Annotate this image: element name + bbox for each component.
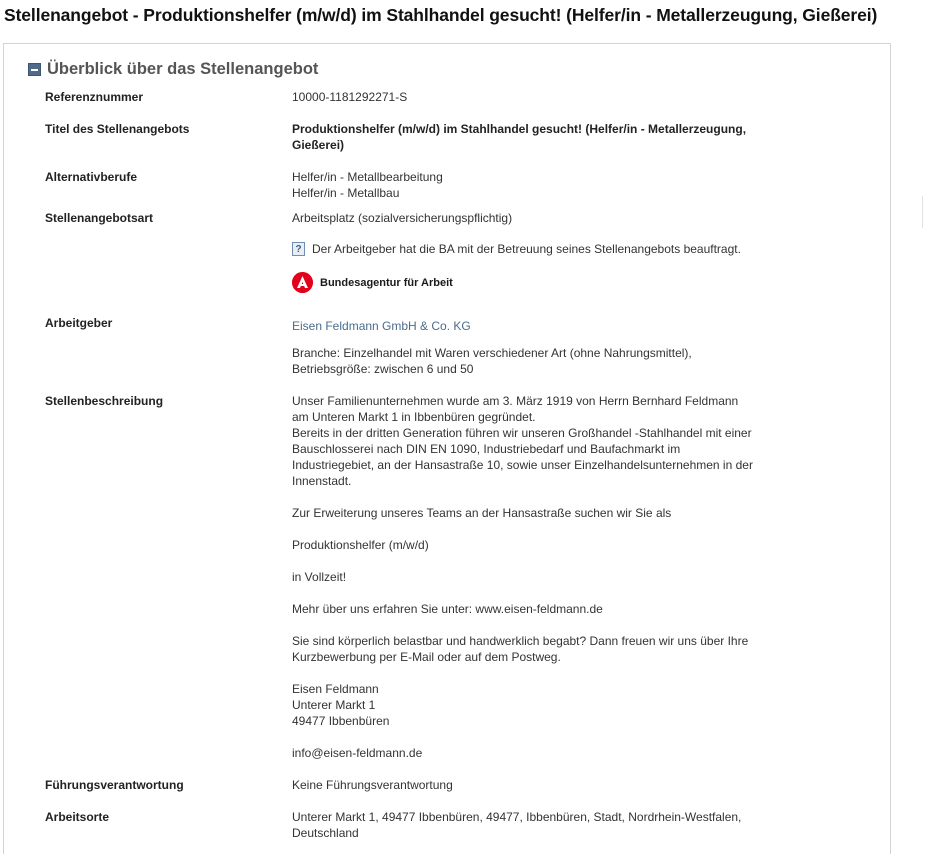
description-line: am Unteren Markt 1 in Ibbenbüren gegründet. [292,410,536,424]
description-line [292,489,762,505]
description-line: Unser Familienunternehmen wurde am 3. März 1919 von Herrn Bernhard Feldmann [292,394,739,408]
description-line: Bauschlosserei nach DIN EN 1090, Industriebedarf und Baufachmarkt im [292,442,681,456]
description-line: Produktionshelfer (m/w/d) [292,538,429,552]
description-line: Innenstadt. [292,474,352,488]
ba-logo-text: Bundesagentur für Arbeit [320,276,453,289]
label-fuehrungsverantwortung: Führungsverantwortung [45,778,184,792]
label-arbeitgeber: Arbeitgeber [45,316,113,330]
description-line: Industriegebiet, an der Hansastraße 10, sowie unser Einzelhandelsunternehmen in der [292,458,753,472]
description-line: Zur Erweiterung unseres Teams an der Hansastraße suchen wir Sie als [292,506,672,520]
description-line [292,521,762,537]
section-header[interactable] [28,60,318,79]
description-line: Sie sind körperlich belastbar und handwerklich begabt? Dann freuen wir uns über Ihre [292,634,749,648]
description-line: 49477 Ibbenbüren [292,714,390,728]
description-line: Unterer Markt 1 [292,698,376,712]
label-stellenangebotsart: Stellenangebotsart [45,211,154,225]
description-line [292,665,762,681]
label-referenznummer: Referenznummer [45,90,144,104]
branche-text: Branche: Einzelhandel mit Waren verschiedener Art (ohne Nahrungsmittel), [292,346,692,360]
description-line: in Vollzeit! [292,570,347,584]
label-alternativberufe: Alternativberufe [45,170,138,184]
ba-info-line [292,241,762,257]
label-stellenbeschreibung: Stellenbeschreibung [45,394,164,408]
titel-line-2: Gießerei) [292,138,345,152]
description-line: info@eisen-feldmann.de [292,746,423,760]
arbeitsorte-line-1: Unterer Markt 1, 49477 Ibbenbüren, 49477, Ibbenbüren, Stadt, Nordrhein-Westfalen, [292,810,742,824]
value-alternativberufe [292,169,762,201]
ba-logo-icon [292,272,313,293]
description-line [292,553,762,569]
description-line: Kurzbewerbung per E-Mail oder auf dem Postweg. [292,650,561,664]
betriebsgroesse-text: Betriebsgröße: zwischen 6 und 50 [292,362,474,376]
value-fuehrungsverantwortung: Keine Führungsverantwortung [292,778,453,792]
description-line [292,617,762,633]
overview-panel [3,43,891,854]
help-question-icon[interactable]: ? [292,242,305,256]
description-line: Eisen Feldmann [292,682,379,696]
value-titel [292,121,762,153]
ba-logo [292,272,762,293]
description-line [292,585,762,601]
alternativberuf-item: Helfer/in - Metallbearbeitung [292,170,443,184]
alternativberuf-item: Helfer/in - Metallbau [292,186,400,200]
scroll-edge-divider [922,196,923,228]
value-stellenangebotsart [292,210,762,293]
value-arbeitgeber [292,318,762,377]
collapse-minus-icon[interactable] [28,63,41,76]
description-line: Bereits in der dritten Generation führen wir unseren Großhandel -Stahlhandel mit einer [292,426,752,440]
description-line [292,729,762,745]
label-titel: Titel des Stellenangebots [45,122,190,136]
ba-info-text: Der Arbeitgeber hat die BA mit der Betreuung seines Stellenangebots beauftragt. [312,242,741,256]
description-line: Mehr über uns erfahren Sie unter: www.eisen-feldmann.de [292,602,603,616]
value-referenznummer: 10000-1181292271-S [292,90,408,104]
art-value: Arbeitsplatz (sozialversicherungspflichtig) [292,211,513,225]
label-arbeitsorte: Arbeitsorte [45,810,110,824]
page-title: Stellenangebot - Produktionshelfer (m/w/d) im Stahlhandel gesucht! (Helfer/in - Metallerzeugung, Gießerei) [4,5,878,25]
value-stellenbeschreibung [292,393,762,761]
section-title: Überblick über das Stellenangebot [47,60,319,78]
value-arbeitsorte [292,809,762,841]
arbeitgeber-link[interactable]: Eisen Feldmann GmbH & Co. KG [292,319,471,333]
arbeitsorte-line-2: Deutschland [292,826,359,840]
titel-line-1: Produktionshelfer (m/w/d) im Stahlhandel gesucht! (Helfer/in - Metallerzeugung, [292,122,747,136]
